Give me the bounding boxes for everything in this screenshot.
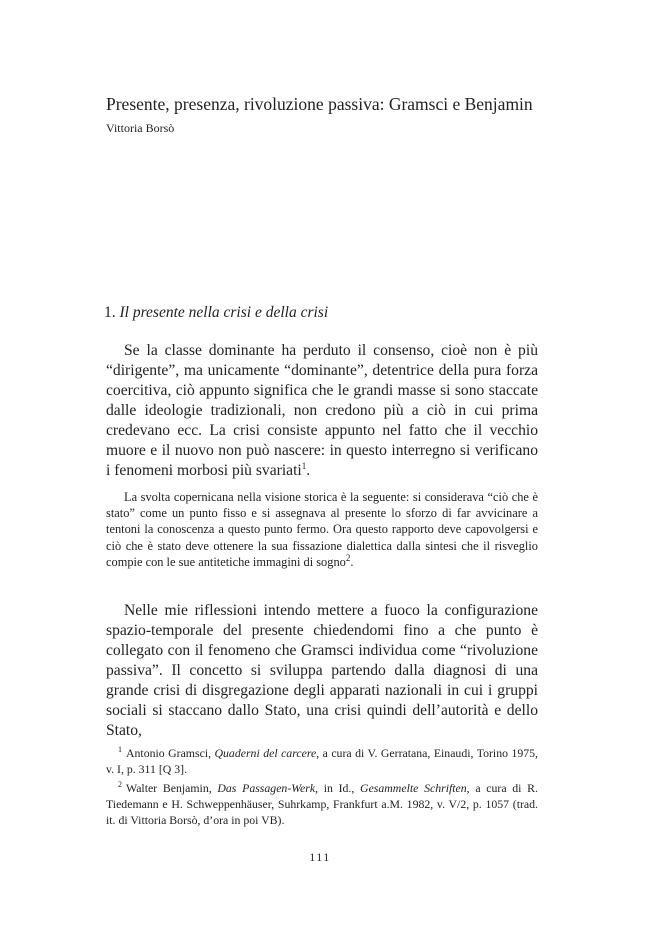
footnote-ref-2: 2 [345,552,351,563]
section-heading [104,304,328,322]
author-name: Vittoria Borsò [106,121,175,135]
footnote-1: $^1$ Antonio Gramsci, Quaderni del carcere, a cura di V. Gerratana, Einaudi, Torino 1975, v. I, p. 311 [Q 3]. [106,745,538,776]
footnote-2: $^2$ Walter Benjamin, Das Passagen-Werk, in Id., Gesammelte Schriften, a cura di R. Tiedemann e H. Schweppenhäuser, Suhrkamp, Frankfurt a.M. 1982, v. V/2, p. 1057 (trad. it. di Vittoria Borsò, d’ora in poi VB). [106,779,538,827]
epigraph-text: Se la classe dominante ha perduto il consenso, cioè non è più “dirigente”, ma unicamente “dominante”, detentrice della pura forza coercitiva, ciò appunto significa che le grandi masse si sono staccate dalle ideologie tradizionali, non credono più a ciò in cui prima credevano ecc. La crisi consiste appunto nel fatto che il vecchio muore e il nuovo non può nascere: in questo interregno si verificano i fenomeni morbosi più svariati [106,342,538,479]
page-number: 111 [309,850,331,864]
footnote-ref-1: 1 [301,460,307,471]
body-paragraph-text: Nelle mie riflessioni intendo mettere a fuoco la configurazione spazio-temporale del presente chiedendomi fino a che punto è collegato con il fenomeno che Gramsci individua come “rivoluzione passiva”. Il concetto si sviluppa partendo dalla diagnosi di una grande crisi di disgregazione degli apparati nazionali in cui i gruppi sociali si staccano dallo Stato, una crisi quindi dell’autorità e dello Stato, [106,602,538,739]
footnote-number: 1 [118,745,122,754]
chapter-title: Presente, presenza, rivoluzione passiva: Gramsci e Benjamin [106,94,533,114]
block-quote-text: La svolta copernicana nella visione storica è la seguente: si considerava “ciò che è stato” come un punto fisso e si assegnava al presente lo sforzo di far avvicinare a tentoni la conoscenza a questo punto fermo. Ora questo rapporto deve capovolgersi e ciò che è stato deve ottenere la sua fissazione dialettica dalla sintesi che il risveglio compie con le sue antitetiche immagini di sogno [106,490,538,569]
body-paragraph [106,601,538,741]
footnotes [106,742,538,828]
section-number: 1. [104,304,116,321]
block-quote: La svolta copernicana nella visione storica è la seguente: si considerava “ciò che è stato” come un punto fisso e si assegnava al presente lo sforzo di far avvicinare a tentoni la conoscenza a questo punto fermo. Ora questo rapporto deve capovolgersi e ciò che è stato deve ottenere la sua fissazione dialettica dalla sintesi che il risveglio compie con le sue antitetiche immagini di sogno$^2$. [106,490,538,569]
footnote-number: 2 [118,779,122,789]
section-title: Il presente nella crisi e della crisi [119,304,329,321]
epigraph-paragraph: Se la classe dominante ha perduto il consenso, cioè non è più “dirigente”, ma unicamente “dominante”, detentrice della pura forza coercitiva, ciò appunto significa che le grandi masse si sono staccate dalle ideologie tradizionali, non credono più a ciò in cui prima credevano ecc. La crisi consiste appunto nel fatto che il vecchio muore e il nuovo non può nascere: in questo interregno si verificano i fenomeni morbosi più svariati$^1$. [106,342,538,479]
